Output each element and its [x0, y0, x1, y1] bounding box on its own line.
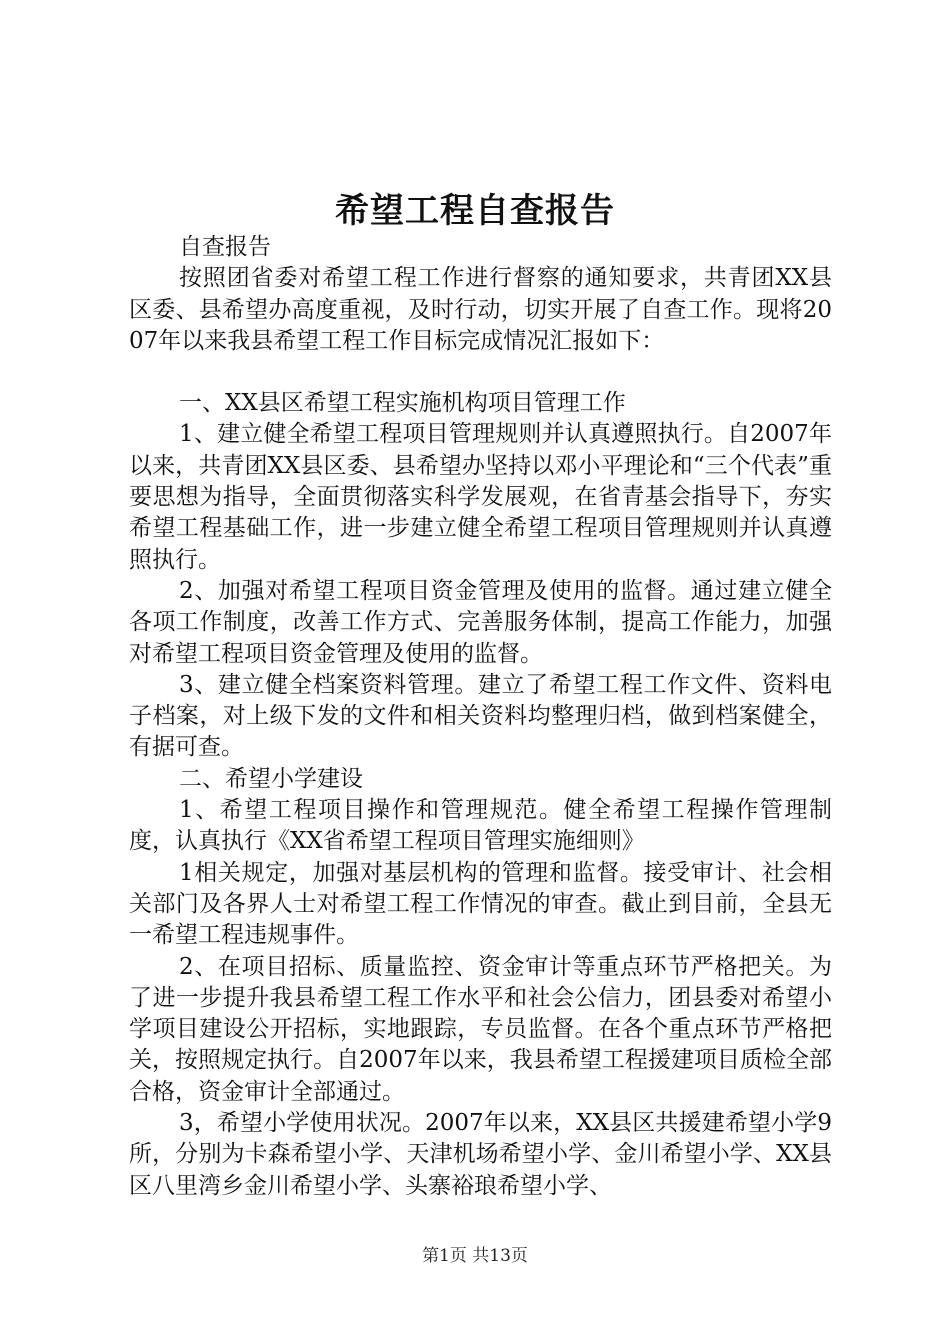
document-body — [129, 232, 832, 1202]
paragraph-1-1: 1、建立健全希望工程项目管理规则并认真遵照执行。自2007年以来，共青团XX县区委、县希望办坚持以邓小平理论和“三个代表”重要思想为指导，全面贯彻落实科学发展观，在省青基会指导下，夯实希望工程基础工作，进一步建立健全希望工程项目管理规则并认真遵照执行。 — [129, 421, 832, 573]
paragraph-spacer — [129, 357, 832, 388]
paragraph-1-2: 2、加强对希望工程项目资金管理及使用的监督。通过建立健全各项工作制度，改善工作方式、完善服务体制，提高工作能力，加强对希望工程项目资金管理及使用的监督。 — [129, 577, 832, 667]
paragraph-intro: 按照团省委对希望工程工作进行督察的通知要求，共青团XX县区委、县希望办高度重视，及时行动，切实开展了自查工作。现将2007年以来我县希望工程工作目标完成情况汇报如下： — [129, 265, 832, 354]
paragraph-heading-self-check: 自查报告 — [179, 234, 271, 260]
document-title: 希望工程自查报告 — [335, 191, 615, 231]
section-heading-2: 二、希望小学建设 — [179, 765, 363, 792]
paragraph-2-1-cont: 1相关规定，加强对基层机构的管理和监督。接受审计、社会相关部门及各界人士对希望工程工作情况的审查。截止到目前，全县无一希望工程违规事件。 — [129, 859, 832, 949]
paragraph-2-2: 2、在项目招标、质量监控、资金审计等重点环节严格把关。为了进一步提升我县希望工程工作水平和社会公信力，团县委对希望小学项目建设公开招标，实地跟踪，专员监督。在各个重点环节严格把关，按照规定执行。自2007年以来，我县希望工程援建项目质检全部合格，资金审计全部通过。 — [129, 953, 832, 1105]
paragraph-1-3: 3、建立健全档案资料管理。建立了希望工程工作文件、资料电子档案，对上级下发的文件和相关资料均整理归档，做到档案健全，有据可查。 — [129, 671, 832, 761]
page-number-footer: 第1页 共13页 — [422, 1246, 528, 1266]
section-heading-1: 一、XX县区希望工程实施机构项目管理工作 — [179, 390, 626, 417]
paragraph-2-1: 1、希望工程项目操作和管理规范。健全希望工程操作管理制度，认真执行《XX省希望工程项目管理实施细则》 — [129, 797, 832, 855]
paragraph-2-3: 3，希望小学使用状况。2007年以来，XX县区共援建希望小学9所，分别为卡森希望小学、天津机场希望小学、金川希望小学、XX县区八里湾乡金川希望小学、头寨裕琅希望小学、 — [129, 1110, 832, 1199]
